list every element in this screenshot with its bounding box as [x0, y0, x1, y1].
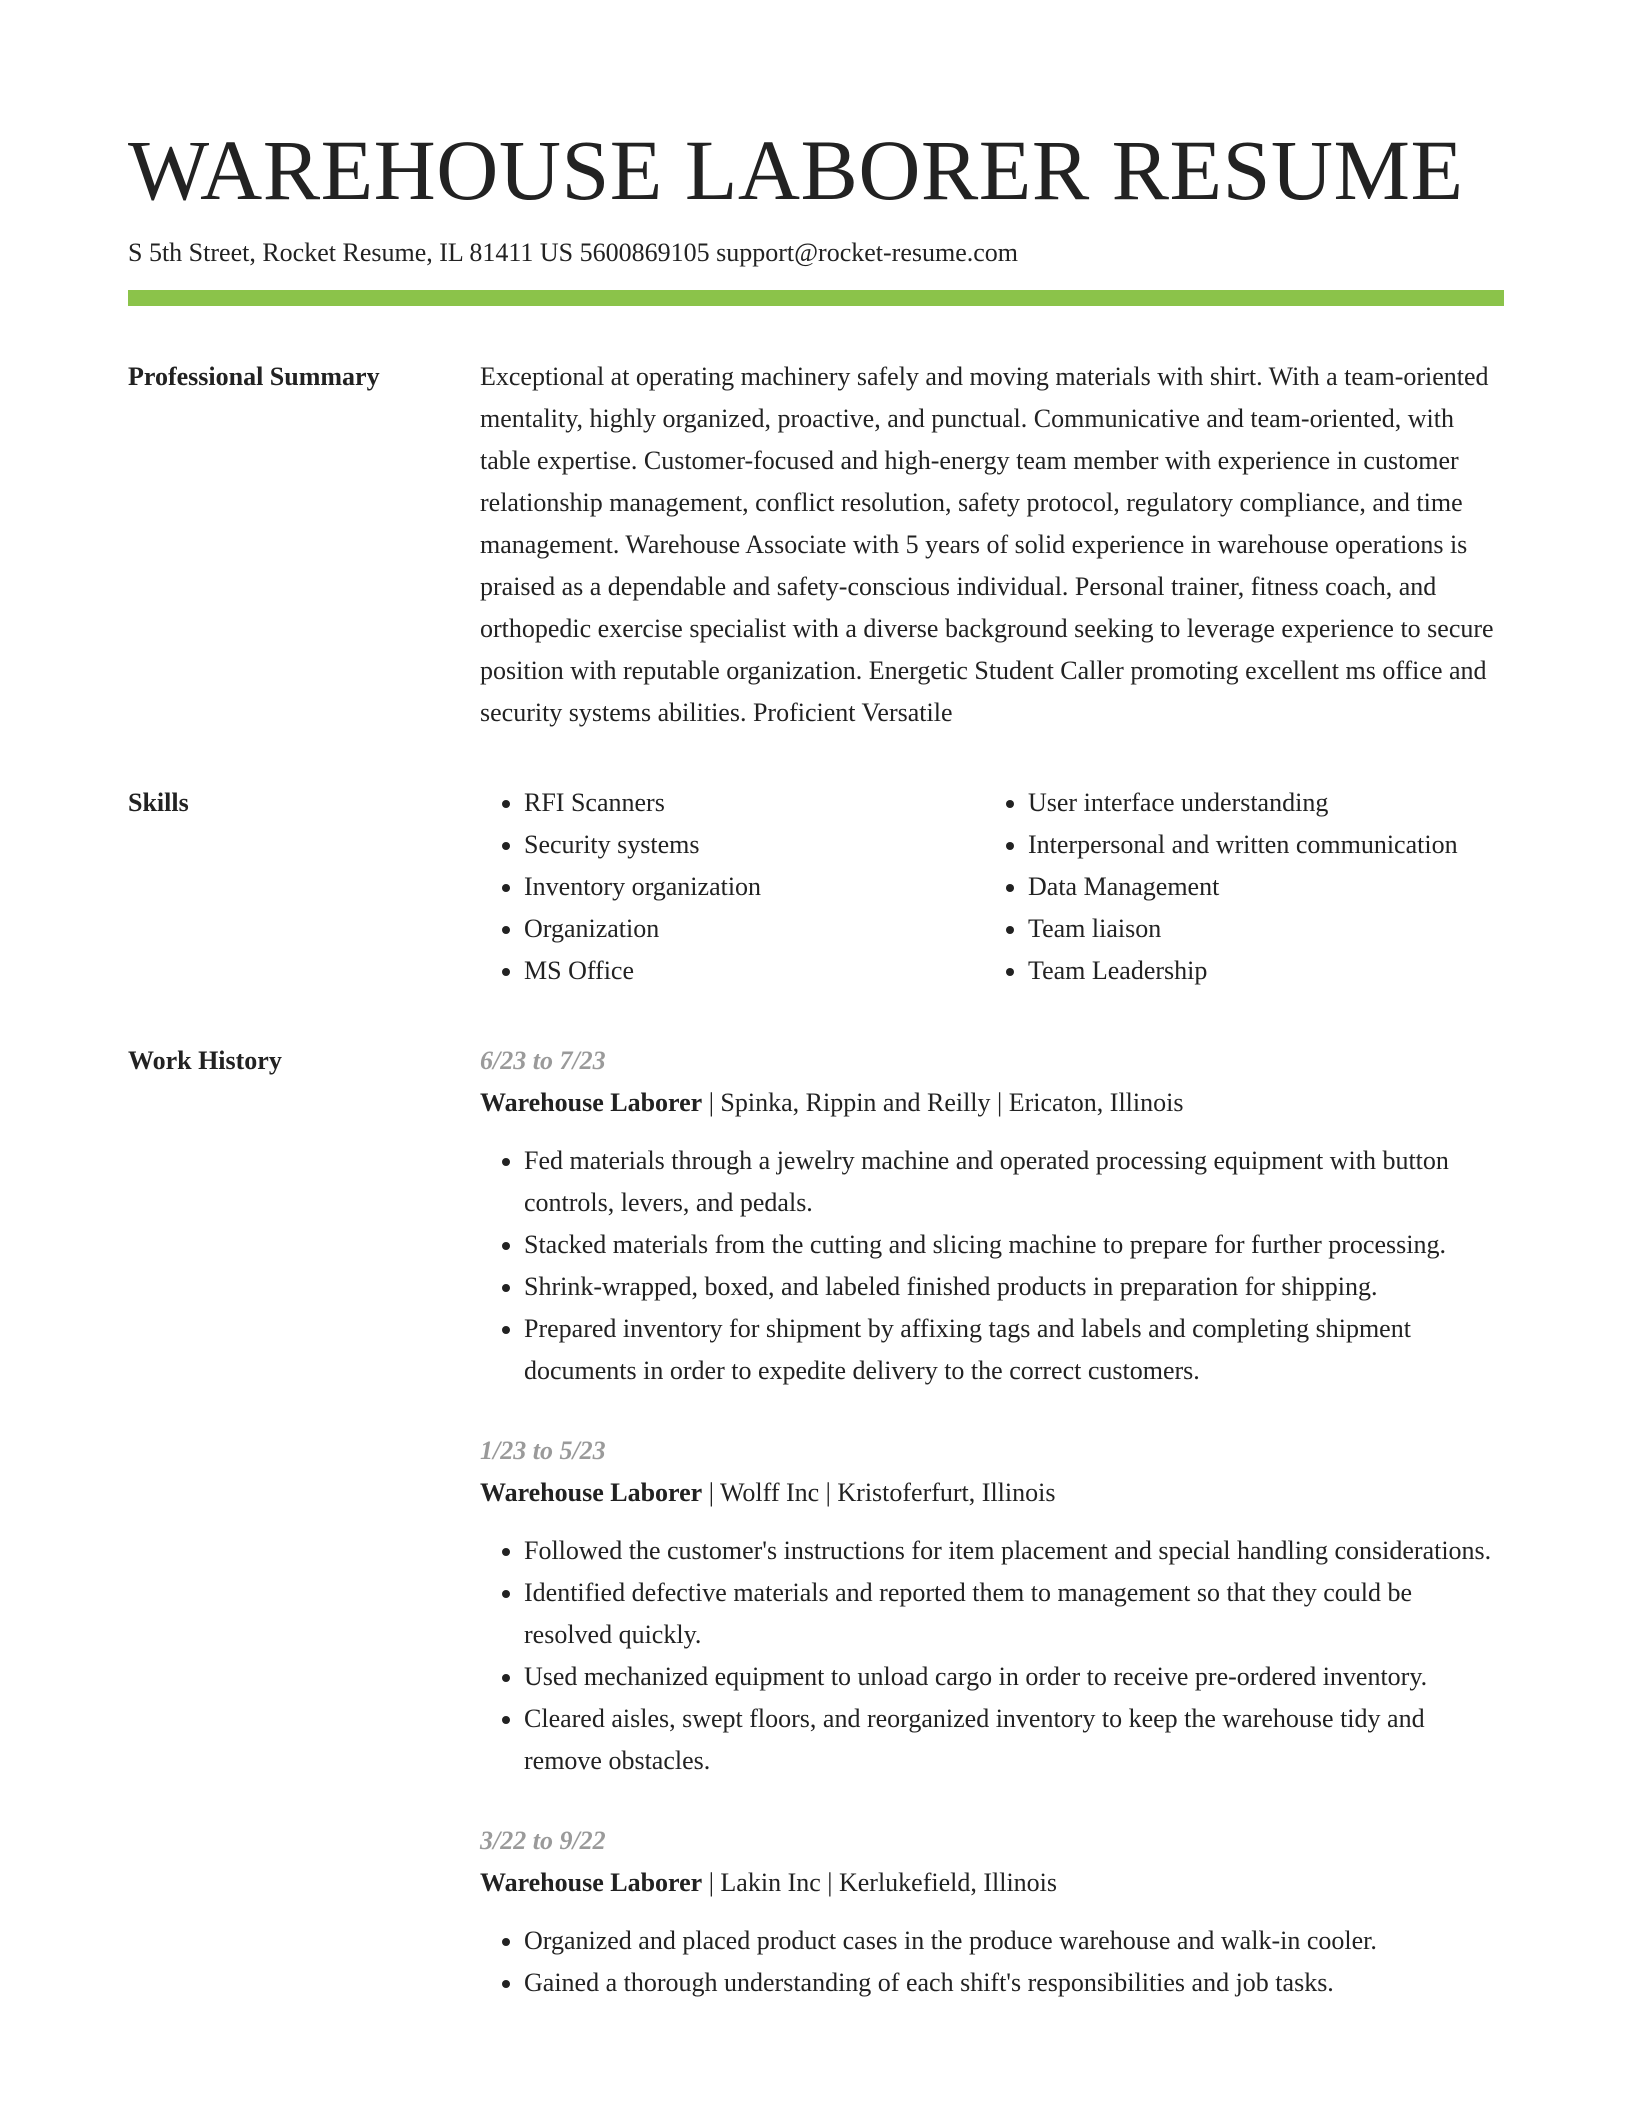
- summary-label: Professional Summary: [128, 362, 380, 391]
- skill-item: • Team Leadership: [1028, 950, 1458, 992]
- summary-text: Exceptional at operating machinery safely and moving materials with shirt. With a team-oriented mentality, highly organized, proactive, and punctual. Communicative and team-oriented, with table expertise. Customer-focused and high-energy team member with experience in customer relationship management, conflict resolution, safety protocol, regulatory compliance, and time management. Warehouse Associate with 5 years of solid experience in warehouse operations is praised as a dependable and safety-conscious individual. Personal trainer, fitness coach, and orthopedic exercise specialist with a diverse background seeking to leverage experience to secure position with reputable organization. Energetic Student Caller promoting excellent ms office and security systems abilities. Proficient Versatile: [480, 362, 1494, 727]
- skill-item: • Inventory organization: [524, 866, 984, 908]
- resume-page: [128, 120, 1504, 2042]
- job-title: Warehouse Laborer: [480, 1478, 703, 1507]
- job-date: 6/23 to 7/23: [480, 1046, 606, 1075]
- skills-label: Skills: [128, 788, 189, 817]
- summary-section: [128, 356, 1504, 734]
- job-heading: [480, 1862, 1504, 1904]
- job-duty: • Followed the customer's instructions for item placement and special handling considerations.: [524, 1530, 1504, 1572]
- job-duty: • Stacked materials from the cutting and slicing machine to prepare for further processing.: [524, 1224, 1504, 1266]
- skill-item: • User interface understanding: [1028, 782, 1458, 824]
- contact-phone: 5600869105: [579, 238, 710, 267]
- skill-item: • RFI Scanners: [524, 782, 984, 824]
- job-duty: • Shrink-wrapped, boxed, and labeled finished products in preparation for shipping.: [524, 1266, 1504, 1308]
- job-duties: [480, 1140, 1504, 1392]
- skill-item: • Security systems: [524, 824, 984, 866]
- job-details: | Lakin Inc | Kerlukefield, Illinois: [702, 1868, 1058, 1897]
- skill-item: • Interpersonal and written communication: [1028, 824, 1458, 866]
- job-entry: [480, 1820, 1504, 2004]
- job-title: Warehouse Laborer: [480, 1868, 703, 1897]
- work-history-section: [128, 1040, 1504, 2042]
- job-duty: • Fed materials through a jewelry machine and operated processing equipment with button controls, levers, and pedals.: [524, 1140, 1504, 1224]
- job-date: 3/22 to 9/22: [480, 1826, 606, 1855]
- resume-title: WAREHOUSE LABORER RESUME: [128, 122, 1464, 218]
- job-entry: [480, 1040, 1504, 1392]
- job-duty: • Organized and placed product cases in the produce warehouse and walk-in cooler.: [524, 1920, 1504, 1962]
- job-duty: • Identified defective materials and reported them to management so that they could be resolved quickly.: [524, 1572, 1504, 1656]
- job-details: | Wolff Inc | Kristoferfurt, Illinois: [702, 1478, 1056, 1507]
- job-title: Warehouse Laborer: [480, 1088, 703, 1117]
- skills-list-right: [984, 782, 1458, 992]
- skill-item: • Organization: [524, 908, 984, 950]
- job-duty: • Cleared aisles, swept floors, and reorganized inventory to keep the warehouse tidy and remove obstacles.: [524, 1698, 1504, 1782]
- skill-item: • MS Office: [524, 950, 984, 992]
- job-duties: [480, 1530, 1504, 1782]
- job-duty: • Prepared inventory for shipment by affixing tags and labels and completing shipment documents in order to expedite delivery to the correct customers.: [524, 1308, 1504, 1392]
- job-duties: [480, 1920, 1504, 2004]
- contact-address: S 5th Street, Rocket Resume, IL 81411 US: [128, 238, 574, 267]
- job-entry: [480, 1430, 1504, 1782]
- skills-section: [128, 782, 1504, 992]
- skills-list-left: [480, 782, 984, 992]
- work-history-label: Work History: [128, 1046, 282, 1075]
- header-divider: [128, 290, 1504, 306]
- contact-line: [128, 236, 1504, 270]
- job-date: 1/23 to 5/23: [480, 1436, 606, 1465]
- job-duty: • Used mechanized equipment to unload cargo in order to receive pre-ordered inventory.: [524, 1656, 1504, 1698]
- job-duty: • Gained a thorough understanding of each shift's responsibilities and job tasks.: [524, 1962, 1504, 2004]
- contact-email: support@rocket-resume.com: [716, 238, 1019, 267]
- skill-item: • Data Management: [1028, 866, 1458, 908]
- job-heading: [480, 1472, 1504, 1514]
- job-details: | Spinka, Rippin and Reilly | Ericaton, Illinois: [702, 1088, 1184, 1117]
- job-heading: [480, 1082, 1504, 1124]
- skill-item: • Team liaison: [1028, 908, 1458, 950]
